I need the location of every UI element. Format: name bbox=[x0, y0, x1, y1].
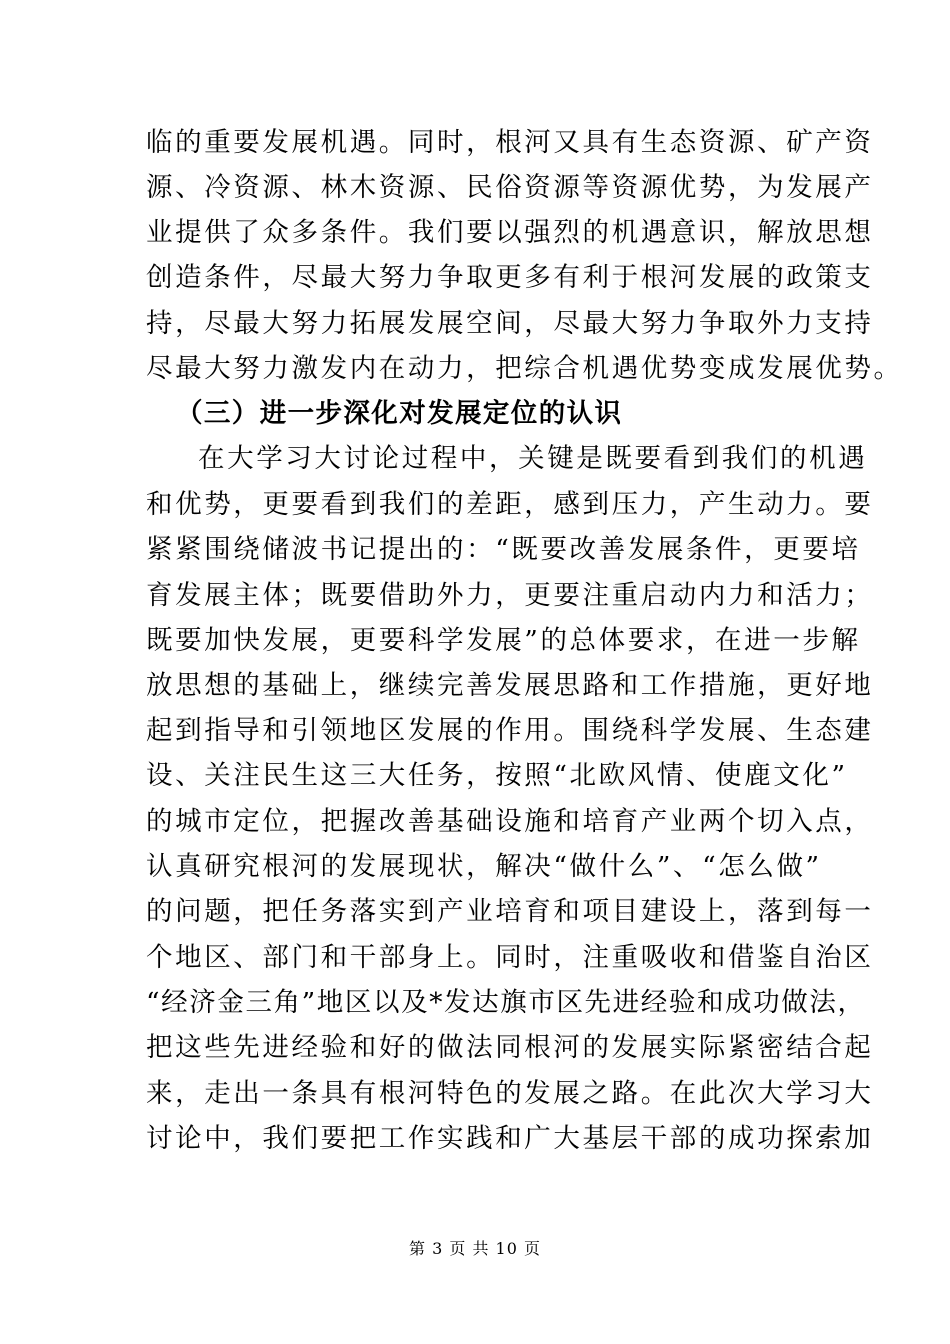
body-text-line: 放思想的基础上，继续完善发展思路和工作措施，更好地 bbox=[146, 670, 874, 701]
body-text-line: 临的重要发展机遇。同时，根河又具有生态资源、矿产资 bbox=[146, 127, 874, 158]
body-text-line: 源、冷资源、林木资源、民俗资源等资源优势，为发展产 bbox=[146, 172, 874, 203]
body-text-line: 持，尽最大努力拓展发展空间，尽最大努力争取外力支持 bbox=[146, 308, 874, 339]
body-text-line: 在大学习大讨论过程中，关键是既要看到我们的机遇 bbox=[198, 443, 868, 474]
body-text-line: 的问题，把任务落实到产业培育和项目建设上，落到每一 bbox=[146, 896, 874, 927]
body-text-line: 创造条件，尽最大努力争取更多有利于根河发展的政策支 bbox=[146, 262, 874, 293]
body-text-line: 尽最大努力激发内在动力，把综合机遇优势变成发展优势。 bbox=[146, 353, 903, 384]
body-text-line: 既要加快发展，更要科学发展”的总体要求，在进一步解 bbox=[146, 625, 861, 656]
body-text-line: 紧紧围绕储波书记提出的：“既要改善发展条件，更要培 bbox=[146, 534, 861, 565]
body-text-line: 讨论中，我们要把工作实践和广大基层干部的成功探索加 bbox=[146, 1123, 874, 1154]
body-text-line: 和优势，更要看到我们的差距，感到压力，产生动力。要 bbox=[146, 489, 874, 520]
body-text-line: 的城市定位，把握改善基础设施和培育产业两个切入点， bbox=[146, 806, 874, 837]
body-text-line: 起到指导和引领地区发展的作用。围绕科学发展、生态建 bbox=[146, 715, 874, 746]
body-text-line: 业提供了众多条件。我们要以强烈的机遇意识，解放思想 bbox=[146, 217, 874, 248]
body-text-line: 育发展主体；既要借助外力，更要注重启动内力和活力； bbox=[146, 580, 874, 611]
body-text-line: 个地区、部门和干部身上。同时，注重吸收和借鉴自治区 bbox=[146, 942, 874, 973]
body-text-line: 设、关注民生这三大任务，按照“北欧风情、使鹿文化” bbox=[146, 760, 848, 791]
section-heading: （三）进一步深化对发展定位的认识 bbox=[176, 398, 623, 429]
body-text-line: 认真研究根河的发展现状，解决“做什么”、“怎么做” bbox=[146, 851, 822, 882]
body-text-line: 把这些先进经验和好的做法同根河的发展实际紧密结合起 bbox=[146, 1032, 874, 1063]
body-text-line: “经济金三角”地区以及*发达旗市区先进经验和成功做法， bbox=[146, 987, 866, 1018]
page-number-footer: 第 3 页 共 10 页 bbox=[409, 1239, 541, 1258]
body-text-line: 来，走出一条具有根河特色的发展之路。在此次大学习大 bbox=[146, 1078, 874, 1109]
